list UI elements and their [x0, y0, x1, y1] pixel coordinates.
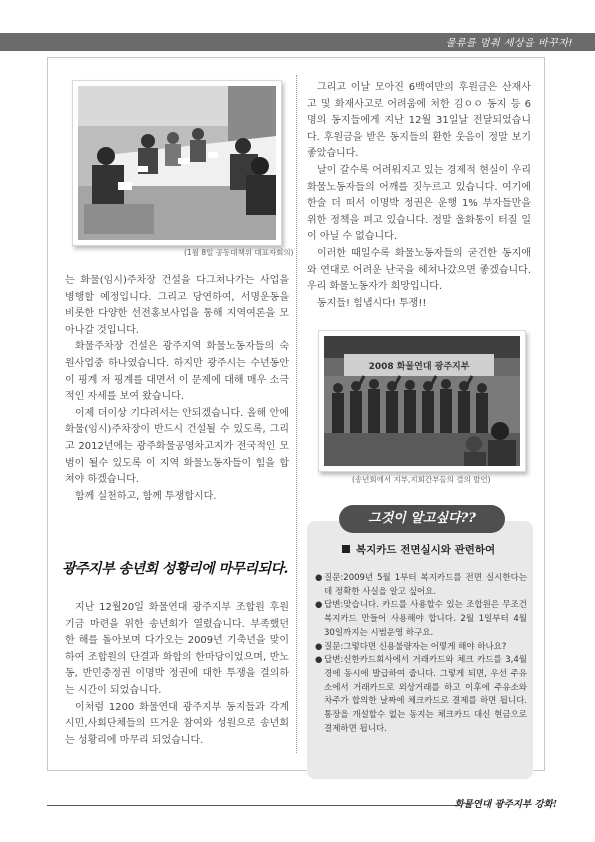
meeting-photo	[72, 80, 282, 246]
qa-item-text: 답변:맞습니다. 카드를 사용할수 있는 조합원은 무조건 복지카드 만들어 사용해야 합니다. 2월 1일부터 4월 30일까지는 시범운영 하구요.	[324, 600, 527, 638]
party-banner-text: 2008 화물연대 광주지부	[368, 362, 470, 372]
qa-item-text: 답변:신한카드회사에서 거래카드와 체크 카드를 3,4월경에 동시에 발급하여 줍니다. 그렇게 되면, 우선 주유소에서 거래카드로 외상거래를 하고 이후에 주유소와 차주가 합의한 날짜에 체크카드로 결제를 하면 됩니다. 통장을 개설할수 없는 동지는 체크카드 대신 현금으로 결제하면 됩니다.	[324, 655, 527, 734]
article-headline: 광주지부 송년회 성황리에 마무리되다.	[62, 561, 288, 577]
meeting-photo-caption: (1월 8일 공동대책위 대표자회의)	[184, 248, 294, 257]
right-column-top	[307, 80, 531, 312]
qa-item	[315, 572, 527, 599]
header-bar	[0, 33, 595, 51]
right-paragraph-1: 그리고 이날 모아진 6백여만의 후원금은 산재사고 및 화재사고로 어려움에 처한 김ㅇㅇ 동지 등 6명의 동지들에게 지난 12월 31일날 전달되었습니다. 후원금을 받은 동지들의 환한 웃음이 정말 보기 좋았습니다.	[307, 82, 531, 160]
left-article-paragraph-1: 지난 12월20일 화물연대 광주지부 조합원 후원기금 마련을 위한 송년회가 열렸습니다. 부족했던 한 해를 돌아보며 다가오는 2009년 기축년을 맞이하여 조합원의 단결과 화합의 한마당이었으며, 반노동, 반민중정권 이명박 정권에 대한 투쟁을 결의하는 시간이 되었습니다.	[65, 602, 289, 696]
left-column-bottom	[65, 600, 289, 749]
qa-item-text: 질문:그렇다면 신용불량자는 어떻게 해야 하나요?	[324, 641, 507, 652]
left-article-paragraph-2: 이처럼 1200 화물연대 광주지부 동지들과 각계 시민,사회단체들의 뜨거운 참여와 성원으로 송년회는 성황리에 마무리 되었습니다.	[65, 701, 289, 746]
square-bullet-icon	[342, 545, 350, 553]
left-paragraph-3: 이제 더이상 기다려서는 안되겠습니다. 올해 안에 화물(임시)주차장이 반드시 건설될 수 있도록, 그리고 2012년에는 광주화물공영차고지가 전국적인 모범이 될수 있도록 이 지역 화물노동자들이 힘을 합쳐야 하겠습니다.	[65, 407, 289, 486]
qa-item	[315, 654, 527, 736]
bullet-dot-icon: ●	[315, 573, 323, 583]
qa-item-text: 질문:2009년 5월 1부터 복지카드를 전면 실시한다는데 정확한 사실을 알고 싶어요.	[324, 573, 527, 597]
bullet-dot-icon: ●	[315, 641, 323, 652]
qa-list	[315, 572, 527, 736]
right-paragraph-4: 동지들! 힘냅시다! 투쟁!!	[317, 297, 427, 309]
party-photo-image	[324, 336, 520, 466]
left-paragraph-2: 화물주차장 건설은 광주지역 화물노동자들의 숙원사업중 하나였습니다. 하지만 광주시는 수년동안 이 핑계 저 핑계를 대면서 이 문제에 대해 매우 소극적인 자세를 보여 왔습니다.	[65, 341, 289, 403]
qa-heading-text: 복지카드 전면실시와 관련하여	[356, 544, 496, 556]
right-paragraph-2: 날이 갈수록 어려워지고 있는 경제적 현실이 우리 화물노동자들의 어깨를 짓누르고 있습니다. 여기에 한술 더 떠서 이명박 정권은 운행 1% 부자들만을 위한 정책을 펴고 있습니다. 정말 울화통이 터질 일이 아닐 수 없습니다.	[307, 164, 531, 243]
qa-item	[315, 599, 527, 640]
left-paragraph-4: 함께 실천하고, 함께 투쟁합시다.	[75, 490, 217, 502]
header-slogan: 물류를 멈춰 세상을 바꾸자!	[445, 38, 573, 49]
right-paragraph-3: 이러한 때일수록 화물노동자들의 굳건한 동지애와 연대로 어려운 난국을 헤쳐나갔으면 좋겠습니다. 우리 화물노동자가 희망입니다.	[307, 247, 531, 293]
qa-item	[315, 641, 527, 655]
left-paragraph-1: 는 화물(임시)주차장 건설을 다그쳐나가는 사업을 병행할 예정입니다. 그리고 당연하여, 서명운동을 비롯한 다양한 선전홍보사업을 통해 지역여론을 모아나갈 것입니다.	[65, 275, 289, 336]
qa-box-heading	[342, 542, 495, 557]
bullet-dot-icon: ●	[315, 655, 323, 666]
footer-slogan: 화물연대 광주지부 강화!	[454, 799, 557, 810]
column-divider	[296, 75, 297, 753]
qa-box-title: 그것이 알고싶다??	[339, 505, 505, 533]
left-column-top	[65, 273, 289, 505]
party-photo	[318, 330, 526, 472]
bullet-dot-icon: ●	[315, 600, 323, 611]
footer-rule	[47, 805, 457, 806]
meeting-photo-image	[78, 86, 276, 240]
party-photo-caption: (송년회에서 지부,지회간부들의 결의 발언)	[352, 475, 491, 484]
